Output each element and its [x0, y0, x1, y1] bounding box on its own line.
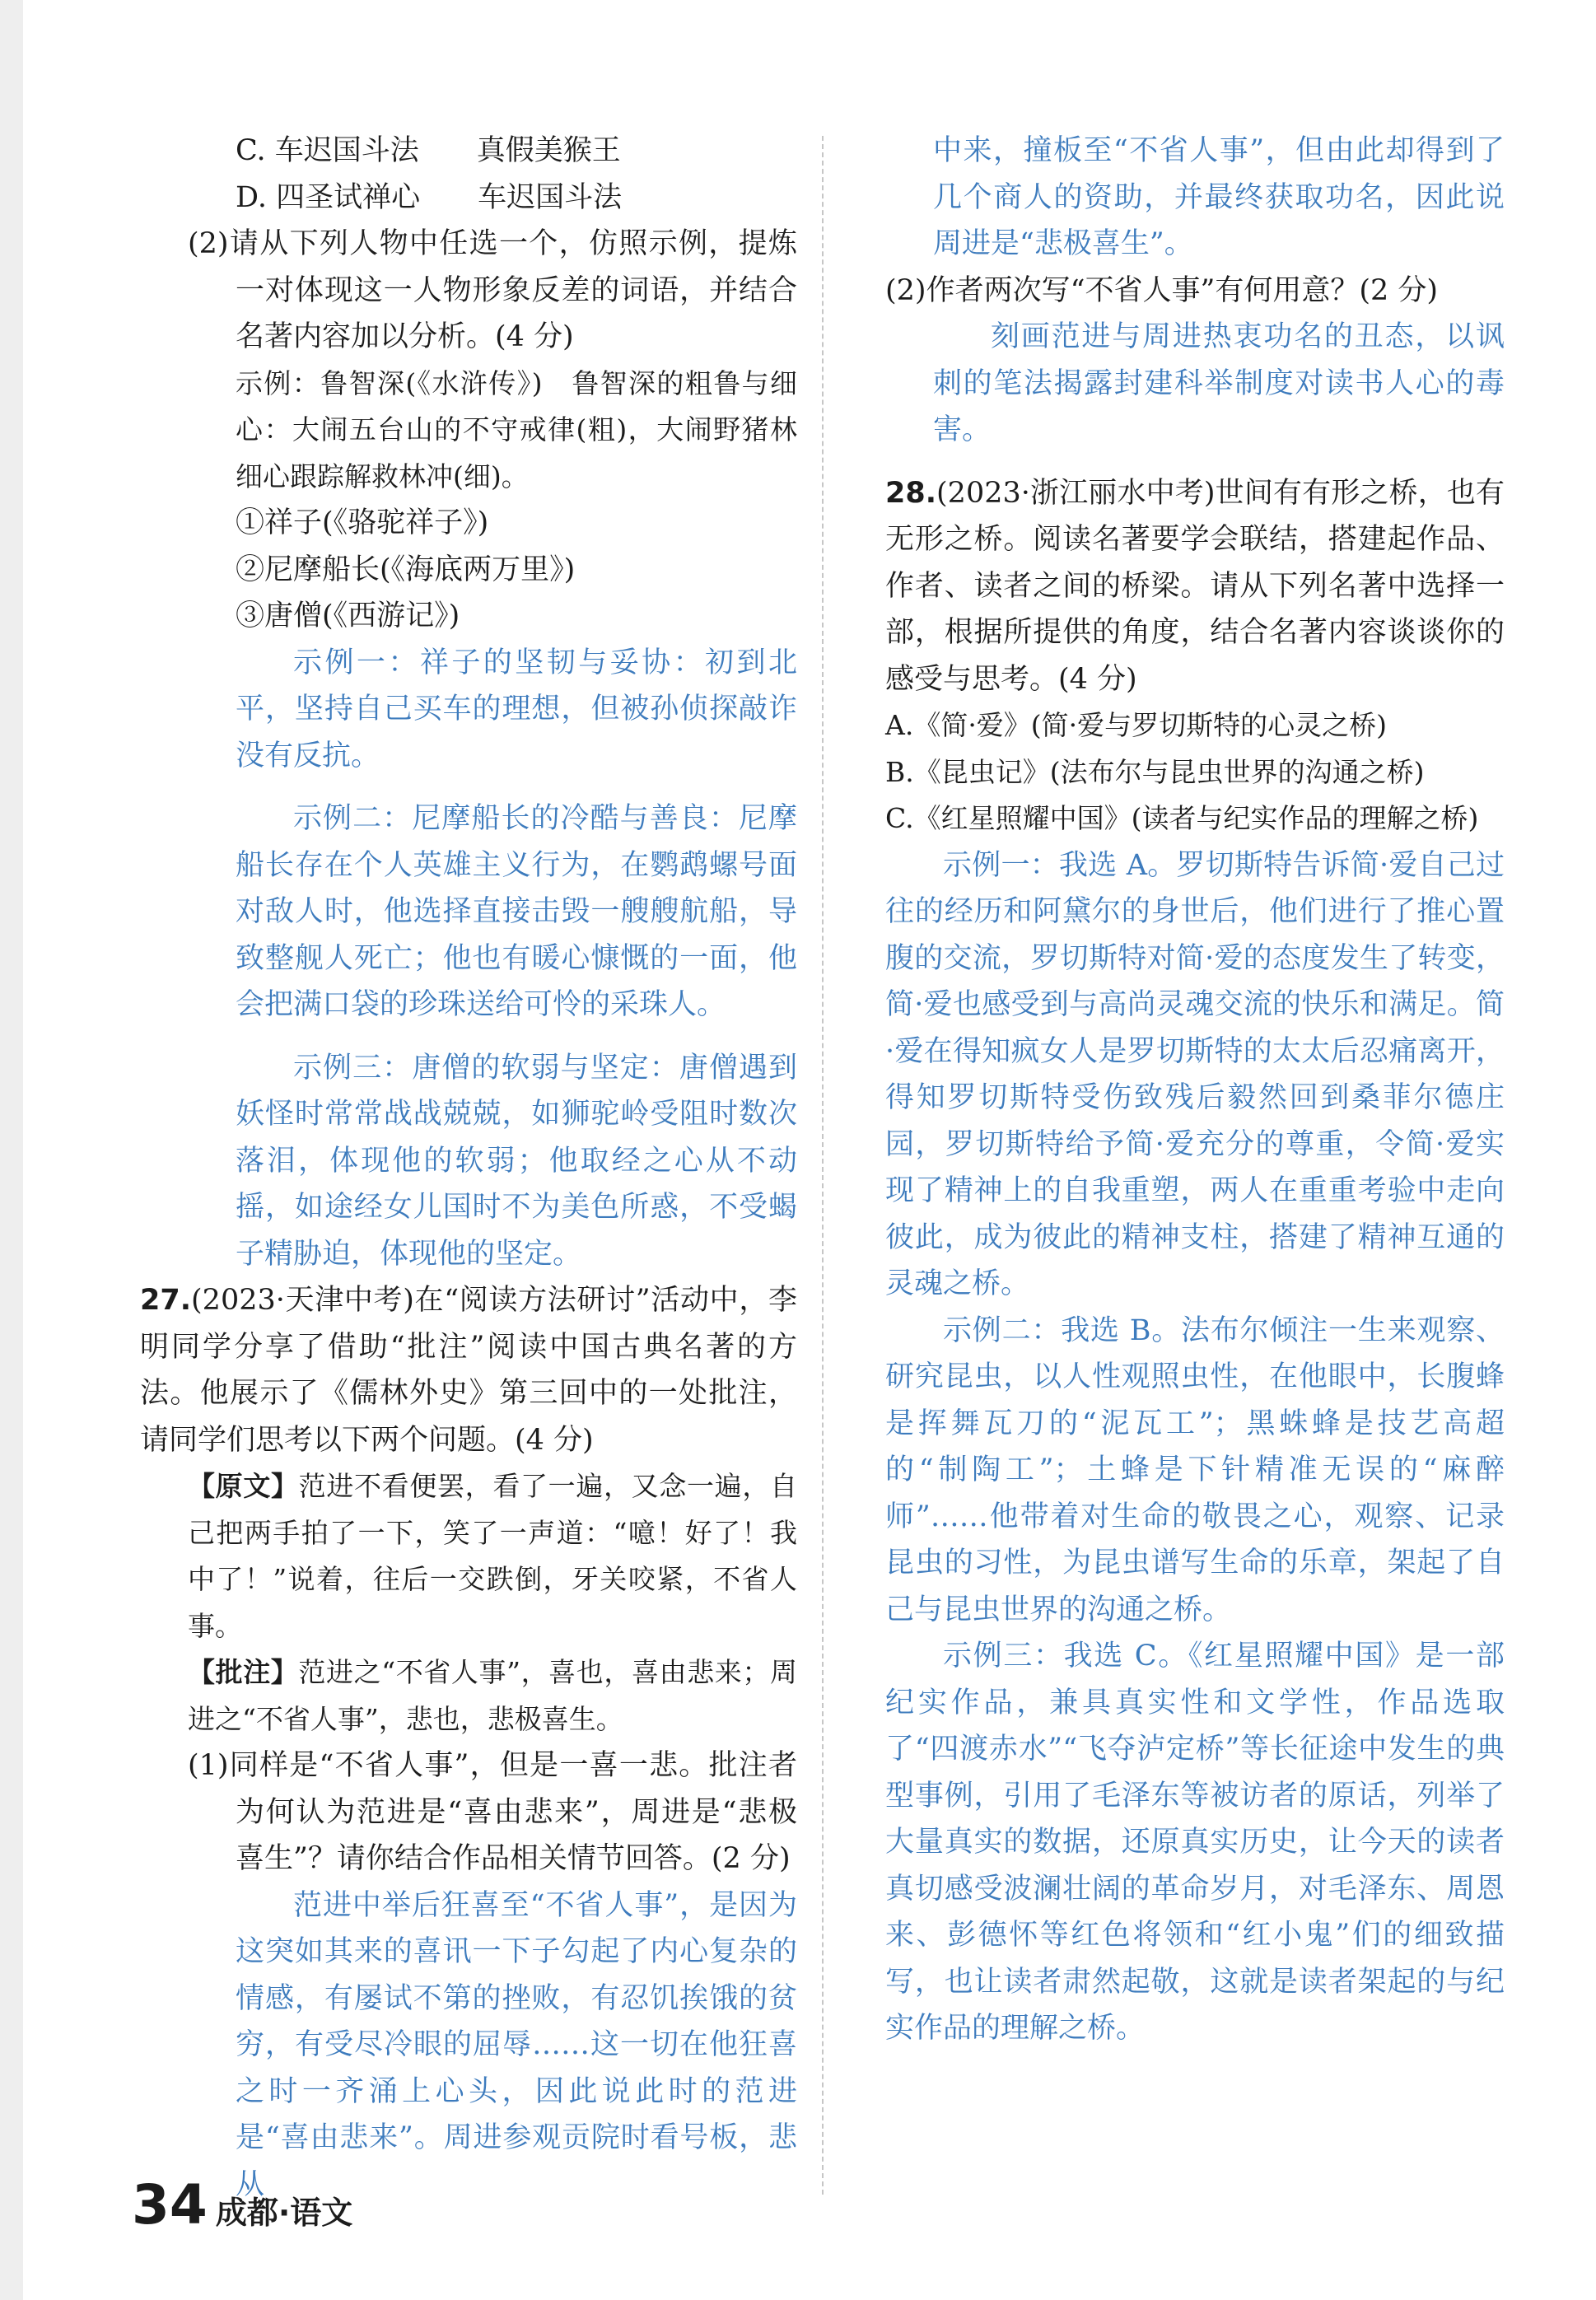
- answer-28-example-2: 示例二：我选 B。法布尔倾注一生来观察、研究昆虫，以人性观照虫性，在他眼中，长腹蜂是挥舞瓦刀的“泥瓦工”；黑蛛蜂是技艺高超的“制陶工”；土蜂是下针精准无误的“麻醉师”……他带着对生命的敬畏之心，观察、记录昆虫的习性，为昆虫谱写生命的乐章，架起了自己与昆虫世界的沟通之桥。: [885, 1313, 1505, 1626]
- left-column: [140, 128, 798, 2208]
- column-divider: [822, 136, 824, 2195]
- annotation-tag: 【批注】: [188, 1656, 299, 1688]
- question-27-1: (1)同样是“不省人事”，但是一喜一悲。批注者为何认为范进是“喜由悲来”，周进是“悲极喜生”？请你结合作品相关情节回答。(2 分): [188, 1749, 797, 1875]
- annotation-body: 范进之“不省人事”，喜也，喜由悲来；周进之“不省人事”，悲也，悲极喜生。: [188, 1656, 798, 1735]
- footer-label: 成都·语文: [215, 2195, 353, 2231]
- page-footer: [132, 2173, 353, 2237]
- answer-example-1: 示例一：祥子的坚韧与妥协：初到北平，坚持自己买车的理想，但被孙侦探敲诈没有反抗。: [236, 646, 797, 772]
- answer-example-3: 示例三：唐僧的软弱与坚定：唐僧遇到妖怪时常常战战兢兢，如狮驼岭受阻时数次落泪，体现他的软弱；他取经之心从不动摇，如途经女儿国时不为美色所惑，不受蝎子精胁迫，体现他的坚定。: [236, 1051, 797, 1271]
- question-27-2: (2)作者两次写“不省人事”有何用意？(2 分): [885, 273, 1439, 307]
- question-26-2: (2)请从下列人物中任选一个，仿照示例，提炼一对体现这一人物形象反差的词语，并结合名著内容加以分析。(4 分): [188, 227, 797, 353]
- page-number: 34: [132, 2173, 208, 2237]
- original-text: [140, 1463, 797, 1649]
- question-number: 28.: [885, 476, 937, 510]
- right-column: [885, 128, 1505, 2052]
- option-c: C.《红星照耀中国》(读者与纪实作品的理解之桥): [885, 802, 1479, 834]
- choice-3: ③唐僧(《西游记》): [236, 599, 460, 632]
- page-edge-shadow: [0, 0, 23, 2300]
- choice-2: ②尼摩船长(《海底两万里》): [236, 553, 576, 586]
- option-c: C. 车迟国斗法 真假美猴王: [236, 134, 621, 167]
- answer-27-1-part1: 范进中举后狂喜至“不省人事”，是因为这突如其来的喜讯一下子勾起了内心复杂的情感，有屡试不第的挫败，有忍饥挨饿的贫穷，有受尽冷眼的屈辱……这一切在他狂喜之时一齐涌上心头，因此说此时的范进是“喜由悲来”。周进参观贡院时看号板，悲从: [236, 1888, 797, 2201]
- question-28: [885, 470, 1505, 703]
- question-27: [140, 1277, 797, 1463]
- answer-27-1-part2: 中来，撞板至“不省人事”，但由此却得到了几个商人的资助，并最终获取功名，因此说周进是“悲极喜生”。: [933, 134, 1505, 260]
- question-number: 27.: [140, 1284, 192, 1317]
- original-body: 范进不看便罢，看了一遍，又念一遍，自己把两手拍了一下，笑了一声道：“噫！好了！我中了！”说着，往后一交跌倒，牙关咬紧，不省人事。: [188, 1470, 798, 1642]
- question-28-stem: (2023·浙江丽水中考)世间有有形之桥，也有无形之桥。阅读名著要学会联结，搭建起作品、作者、读者之间的桥梁。请从下列名著中选择一部，根据所提供的角度，结合名著内容谈谈你的感受与思考。(4 分): [885, 476, 1505, 696]
- original-tag: 【原文】: [188, 1470, 299, 1502]
- answer-28-example-3: 示例三：我选 C。《红星照耀中国》是一部纪实作品，兼具真实性和文学性，作品选取了“四渡赤水”“飞夺泸定桥”等长征途中发生的典型事例，引用了毛泽东等被访者的原话，列举了大量真实的数据，还原真实历史，让今天的读者真切感受波澜壮阔的革命岁月，对毛泽东、周恩来、彭德怀等红色将领和“红小鬼”们的细致描写，也让读者肃然起敬，这就是读者架起的与纪实作品的理解之桥。: [885, 1640, 1505, 2045]
- answer-27-2: 刻画范进与周进热衷功名的丑态，以讽刺的笔法揭露封建科举制度对读书人心的毒害。: [933, 320, 1505, 446]
- choice-1: ①祥子(《骆驼祥子》): [236, 506, 489, 539]
- option-b: B.《昆虫记》(法布尔与昆虫世界的沟通之桥): [885, 755, 1425, 788]
- answer-28-example-1: 示例一：我选 A。罗切斯特告诉简·爱自己过往的经历和阿黛尔的身世后，他们进行了推心置腹的交流，罗切斯特对简·爱的态度发生了转变，简·爱也感受到与高尚灵魂交流的快乐和满足。简·爱在得知疯女人是罗切斯特的太太后忍痛离开，得知罗切斯特受伤致残后毅然回到桑菲尔德庄园，罗切斯特给予简·爱充分的尊重，令简·爱实现了精神上的自我重塑，两人在重重考验中走向彼此，成为彼此的精神支柱，搭建了精神互通的灵魂之桥。: [885, 848, 1505, 1300]
- option-a: A.《简·爱》(简·爱与罗切斯特的心灵之桥): [885, 709, 1388, 741]
- answer-example-2: 示例二：尼摩船长的冷酷与善良：尼摩船长存在个人英雄主义行为，在鹦鹉螺号面对敌人时，他选择直接击毁一艘艘航船，导致整舰人死亡；他也有暖心慷慨的一面，他会把满口袋的珍珠送给可怜的采珠人。: [236, 802, 797, 1021]
- example-text: 示例：鲁智深(《水浒传》) 鲁智深的粗鲁与细心：大闹五台山的不守戒律(粗)，大闹野猪林细心跟踪解救林冲(细)。: [236, 366, 797, 492]
- question-27-stem: (2023·天津中考)在“阅读方法研讨”活动中，李明同学分享了借助“批注”阅读中国古典名著的方法。他展示了《儒林外史》第三回中的一处批注，请同学们思考以下两个问题。(4 分): [140, 1284, 797, 1457]
- option-d: D. 四圣试禅心 车迟国斗法: [236, 180, 623, 214]
- annotation-text: [140, 1649, 797, 1742]
